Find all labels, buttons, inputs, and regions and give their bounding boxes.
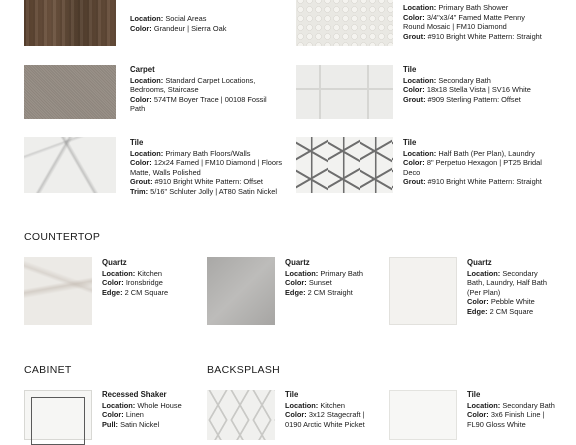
spec-value: Social Areas — [165, 14, 207, 23]
spec-label: Location: — [102, 400, 136, 410]
section-title-countertop: COUNTERTOP — [24, 231, 101, 243]
spec-line — [285, 420, 385, 430]
spec-label: Location: — [403, 75, 437, 85]
spec-line — [130, 95, 290, 105]
spec-value: Linen — [125, 410, 144, 420]
spec-line — [285, 410, 385, 420]
spec-label: Location: — [467, 400, 501, 410]
spec-label: Grout: — [403, 94, 426, 104]
spec-line — [130, 14, 290, 24]
spec-line — [403, 76, 573, 86]
spec-value: FL90 Gloss White — [467, 419, 526, 429]
spec-line — [102, 420, 202, 430]
spec-line — [130, 104, 290, 114]
spec-value: 18x18 Stella Vista | SV16 White — [426, 85, 531, 95]
spec-value: Primary Bath Floors/Walls — [165, 148, 251, 158]
item-title: Quartz — [102, 258, 127, 267]
spec-label: Edge: — [467, 306, 488, 316]
spec-label: Edge: — [285, 287, 306, 297]
kitchen-backsplash-info — [285, 390, 385, 429]
item-title: Tile — [130, 138, 144, 147]
spec-line — [285, 269, 385, 279]
spec-value: Matte, Walls Polished — [130, 167, 201, 177]
spec-value: Bath, Laundry, Half Bath — [467, 278, 547, 288]
spec-label: Color: — [403, 85, 425, 95]
spec-value: Primary Bath — [320, 268, 364, 278]
spec-label: Location: — [130, 75, 164, 85]
spec-value: 3x12 Stagecraft | — [308, 410, 365, 420]
spec-line — [130, 149, 295, 159]
item-title: Tile — [467, 390, 481, 399]
quartz-ironbridge-swatch — [24, 257, 92, 325]
spec-label: Grout: — [403, 31, 426, 41]
spec-value: 3x6 Finish Line | — [490, 410, 545, 420]
spec-label: Color: — [467, 297, 489, 307]
spec-line — [467, 420, 572, 430]
spec-value: 574TM Boyer Trace | 00108 Fossil — [153, 94, 267, 104]
penny-mosaic-swatch — [296, 0, 393, 46]
spec-line — [467, 297, 572, 307]
spec-label: Grout: — [130, 177, 153, 187]
hexagon-tile-info — [403, 138, 573, 187]
spec-label: Color: — [130, 158, 152, 168]
spec-label: Location: — [403, 148, 437, 158]
spec-label: Location: — [130, 148, 164, 158]
spec-value: Kitchen — [137, 268, 162, 278]
spec-label: Color: — [285, 278, 307, 288]
spec-value: Secondary Bath — [438, 75, 491, 85]
spec-label: Location: — [102, 268, 136, 278]
spec-value: Grandeur | Sierra Oak — [153, 23, 227, 33]
recessed-shaker-cabinet-swatch — [24, 390, 92, 440]
spec-value: Deco — [403, 167, 421, 177]
spec-line — [102, 269, 202, 279]
spec-line — [403, 22, 573, 32]
flooring-wood-swatch — [24, 0, 116, 46]
spec-line — [102, 410, 202, 420]
spec-value: 2 CM Straight — [307, 287, 353, 297]
item-title: Tile — [285, 390, 299, 399]
carpet-swatch — [24, 65, 116, 119]
quartz-pebble-white-swatch — [389, 257, 457, 325]
spec-line — [130, 168, 295, 178]
spec-label: Color: — [102, 278, 124, 288]
famed-marble-tile-swatch — [24, 137, 116, 193]
item-title: Tile — [403, 138, 417, 147]
flooring-wood-info — [130, 14, 290, 33]
spec-line — [403, 3, 573, 13]
cabinet-info — [102, 390, 202, 429]
spec-line — [467, 307, 572, 317]
item-title: Carpet — [130, 65, 155, 74]
spec-label: Location: — [403, 3, 437, 12]
section-title-cabinet: CABINET — [24, 364, 72, 376]
spec-label: Color: — [285, 410, 307, 420]
spec-line — [467, 410, 572, 420]
carpet-info — [130, 65, 290, 114]
quartz-sunset-swatch — [207, 257, 275, 325]
spec-value: Half Bath (Per Plan), Laundry — [438, 148, 535, 158]
spec-label: Color: — [403, 12, 425, 22]
spec-value: Bedrooms, Staircase — [130, 85, 199, 95]
finish-line-backsplash-swatch — [389, 390, 457, 440]
spec-line — [130, 76, 290, 86]
spec-label: Location: — [467, 268, 501, 278]
spec-value: 0190 Arctic White Picket — [285, 419, 365, 429]
spec-value: (Per Plan) — [467, 287, 501, 297]
hexagon-tile-swatch — [296, 137, 393, 193]
stella-vista-info — [403, 65, 573, 104]
spec-line — [285, 401, 385, 411]
quartz-kitchen-info — [102, 258, 202, 297]
spec-line — [403, 13, 573, 23]
spec-line — [403, 149, 573, 159]
spec-value: Round Mosaic | FM10 Diamond — [403, 22, 507, 32]
spec-label: Location: — [130, 14, 164, 23]
spec-line — [467, 269, 572, 279]
section-title-backsplash: BACKSPLASH — [207, 364, 281, 376]
spec-label: Grout: — [403, 177, 426, 187]
spec-line — [403, 32, 573, 42]
spec-line — [102, 278, 202, 288]
spec-line — [403, 168, 573, 178]
spec-label: Color: — [130, 94, 152, 104]
item-title: Recessed Shaker — [102, 390, 167, 399]
famed-tile-info — [130, 138, 295, 197]
spec-value: Whole House — [137, 400, 182, 410]
spec-value: Standard Carpet Locations, — [165, 75, 256, 85]
item-title: Tile — [403, 65, 417, 74]
penny-mosaic-info — [403, 3, 573, 41]
spec-line — [403, 85, 573, 95]
spec-label: Edge: — [102, 287, 123, 297]
spec-label: Color: — [130, 23, 152, 33]
quartz-secondary-info — [467, 258, 572, 317]
spec-value: 12x24 Famed | FM10 Diamond | Floors — [153, 158, 283, 168]
spec-value: Sunset — [308, 278, 332, 288]
spec-value: 2 CM Square — [489, 306, 534, 316]
spec-value: Primary Bath Shower — [438, 3, 509, 12]
spec-line — [403, 177, 573, 187]
spec-value: 2 CM Square — [124, 287, 169, 297]
spec-line — [130, 158, 295, 168]
spec-label: Trim: — [130, 186, 149, 196]
item-title: Quartz — [285, 258, 310, 267]
spec-value: Secondary Bath — [502, 400, 555, 410]
spec-value: Ironsbridge — [125, 278, 163, 288]
stagecraft-backsplash-swatch — [207, 390, 275, 440]
spec-line — [403, 95, 573, 105]
spec-label: Color: — [102, 410, 124, 420]
spec-value: #910 Bright White Pattern: Straight — [427, 31, 542, 41]
spec-line — [467, 401, 572, 411]
spec-value: #910 Bright White Pattern: Offset — [154, 177, 263, 187]
spec-label: Location: — [285, 400, 319, 410]
spec-value: 3/4"x3/4" Famed Matte Penny — [426, 12, 525, 22]
spec-value: #909 Sterling Pattern: Offset — [427, 94, 521, 104]
spec-value: 5/16" Schluter Jolly | AT80 Satin Nickel — [150, 186, 277, 196]
spec-line — [130, 187, 295, 197]
spec-line — [467, 278, 572, 288]
spec-value: Satin Nickel — [120, 419, 160, 429]
spec-line — [130, 24, 290, 34]
stella-vista-tile-swatch — [296, 65, 393, 119]
spec-label: Color: — [403, 158, 425, 168]
spec-line — [467, 288, 572, 298]
spec-line — [285, 288, 385, 298]
spec-line — [102, 401, 202, 411]
spec-label: Location: — [285, 268, 319, 278]
spec-value: #910 Bright White Pattern: Straight — [427, 177, 542, 187]
spec-label: Pull: — [102, 419, 119, 429]
spec-label: Color: — [467, 410, 489, 420]
spec-value: Secondary — [502, 268, 538, 278]
spec-line — [403, 158, 573, 168]
spec-value: 8" Perpetuo Hexagon | PT25 Bridal — [426, 158, 542, 168]
spec-value: Kitchen — [320, 400, 345, 410]
spec-line — [285, 278, 385, 288]
spec-value: Pebble White — [490, 297, 535, 307]
spec-line — [130, 177, 295, 187]
quartz-primary-bath-info — [285, 258, 385, 297]
spec-line — [130, 85, 290, 95]
spec-line — [102, 288, 202, 298]
secondary-bath-backsplash-info — [467, 390, 572, 429]
item-title: Quartz — [467, 258, 492, 267]
spec-value: Path — [130, 104, 146, 114]
